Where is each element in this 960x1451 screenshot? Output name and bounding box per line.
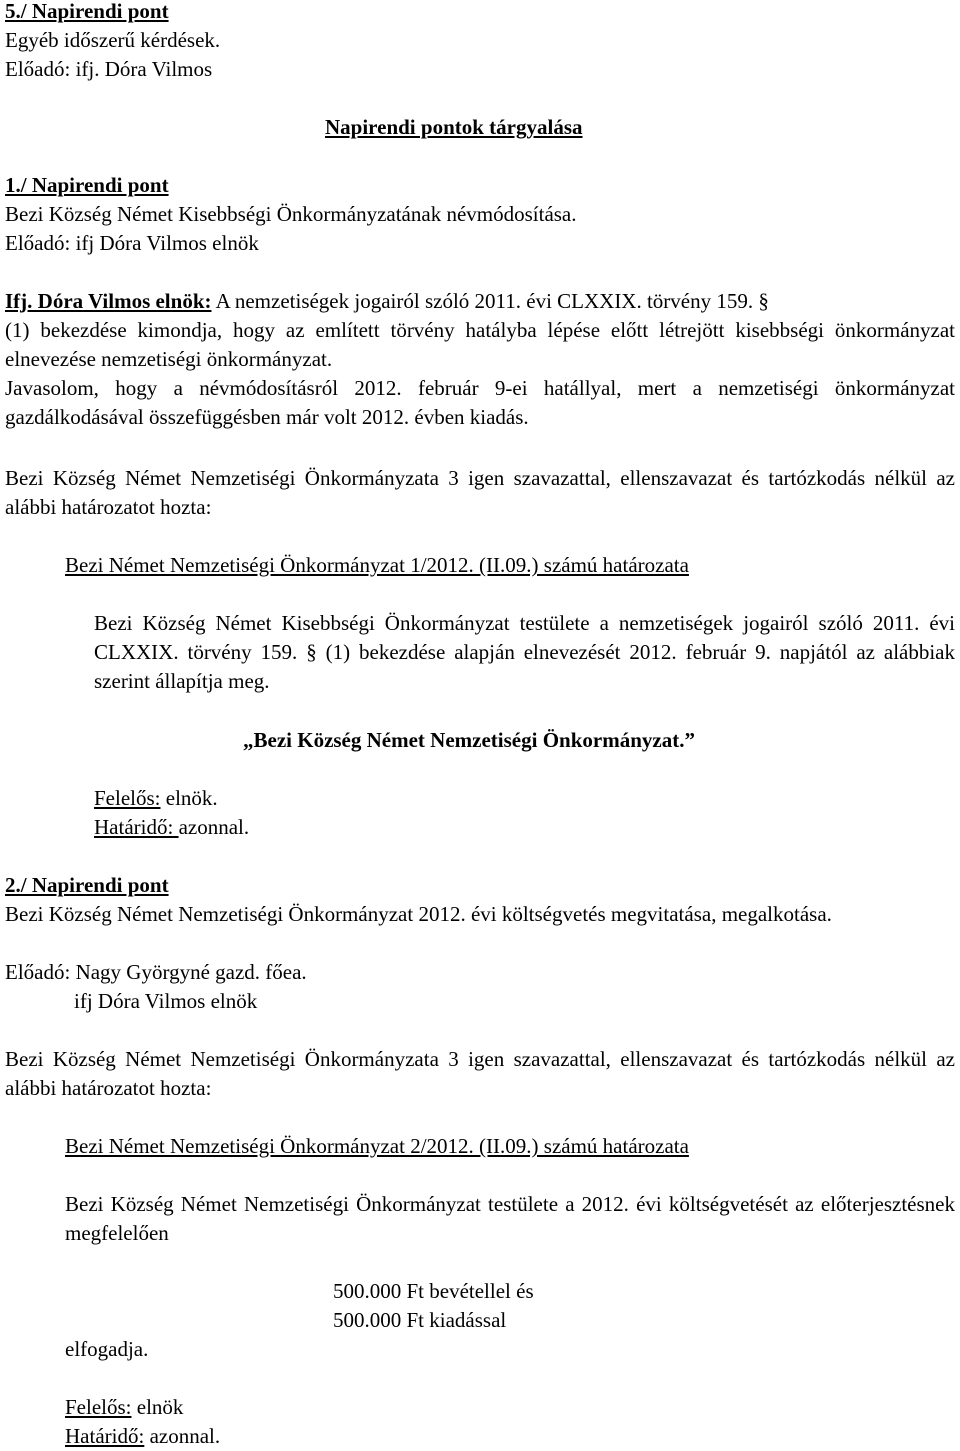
- item2-vote: Bezi Község Német Nemzetiségi Önkormányzata 3 igen szavazattal, ellenszavazat és tartózkodás nélkül az alábbi határozatot hozta:: [5, 1047, 955, 1100]
- item1-speech-line1: A nemzetiségek jogairól szóló 2011. évi CLXXIX. törvény 159. §: [211, 289, 769, 313]
- section-title: Napirendi pontok tárgyalása: [325, 115, 583, 139]
- item1-responsible-value: elnök.: [160, 786, 218, 810]
- item1-heading: 1./ Napirendi pont: [5, 173, 169, 197]
- item2-presenter: Előadó: Nagy Györgyné gazd. főea.: [5, 960, 307, 984]
- item1-speech-first-line: [5, 287, 769, 316]
- item1-deadline: [94, 813, 249, 842]
- item1-resolution-title: Bezi Német Nemzetiségi Önkormányzat 1/2012. (II.09.) számú határozata: [65, 553, 689, 577]
- item1-resolution-text: Bezi Község Német Kisebbségi Önkormányzat testülete a nemzetiségek jogairól szóló 2011. évi CLXXIX. törvény 159. § (1) bekezdése alapján elnevezését 2012. február 9. napjától az alábbiak szerint állapítja meg.: [94, 611, 955, 693]
- item2-deadline: [65, 1422, 220, 1451]
- item1-deadline-label: Határidő:: [94, 815, 179, 839]
- item1-deadline-value: azonnal.: [178, 815, 250, 839]
- item2-resolution-text: Bezi Község Német Nemzetiségi Önkormányzat testülete a 2012. évi költségvetését az előterjesztésnek megfelelően: [65, 1192, 955, 1245]
- item1-new-name: „Bezi Község Német Nemzetiségi Önkormányzat.”: [243, 728, 695, 752]
- item2-accepted: elfogadja.: [65, 1337, 149, 1361]
- item5-title: Egyéb időszerű kérdések.: [5, 28, 221, 52]
- item1-speech-rest: (1) bekezdése kimondja, hogy az említett törvény hatályba lépése előtt létrejött kisebbségi önkormányzat elnevezése nemzetiségi önkormányzat.: [5, 318, 955, 371]
- item5-presenter: Előadó: ifj. Dóra Vilmos: [5, 57, 213, 81]
- item2-deadline-label: Határidő:: [65, 1424, 145, 1448]
- item2-expense: 500.000 Ft kiadással: [333, 1308, 507, 1332]
- item2-deadline-value: azonnal.: [144, 1424, 221, 1448]
- item2-title: Bezi Község Német Nemzetiségi Önkormányzat 2012. évi költségvetés megvitatása, megalkotása.: [5, 902, 832, 926]
- item1-vote: Bezi Község Német Nemzetiségi Önkormányzata 3 igen szavazattal, ellenszavazat és tartózkodás nélkül az alábbi határozatot hozta:: [5, 466, 955, 519]
- item1-proposal: Javasolom, hogy a névmódosításról 2012. február 9-ei hatállyal, mert a nemzetiségi önkormányzat gazdálkodásával összefüggésben már volt 2012. évben kiadás.: [5, 376, 955, 429]
- item1-responsible: [94, 784, 218, 813]
- item2-heading: 2./ Napirendi pont: [5, 873, 169, 897]
- item2-responsible: [65, 1393, 183, 1422]
- item1-presenter: Előadó: ifj Dóra Vilmos elnök: [5, 231, 259, 255]
- item5-heading: 5./ Napirendi pont: [5, 0, 169, 23]
- item2-responsible-label: Felelős:: [65, 1395, 132, 1419]
- item1-speaker: Ifj. Dóra Vilmos elnök:: [5, 289, 212, 313]
- item2-presenter2: ifj Dóra Vilmos elnök: [74, 989, 258, 1013]
- item2-responsible-value: elnök: [131, 1395, 184, 1419]
- item2-revenue: 500.000 Ft bevétellel és: [333, 1279, 534, 1303]
- item2-resolution-title: Bezi Német Nemzetiségi Önkormányzat 2/2012. (II.09.) számú határozata: [65, 1134, 689, 1158]
- item1-responsible-label: Felelős:: [94, 786, 161, 810]
- item1-title: Bezi Község Német Kisebbségi Önkormányzatának névmódosítása.: [5, 202, 577, 226]
